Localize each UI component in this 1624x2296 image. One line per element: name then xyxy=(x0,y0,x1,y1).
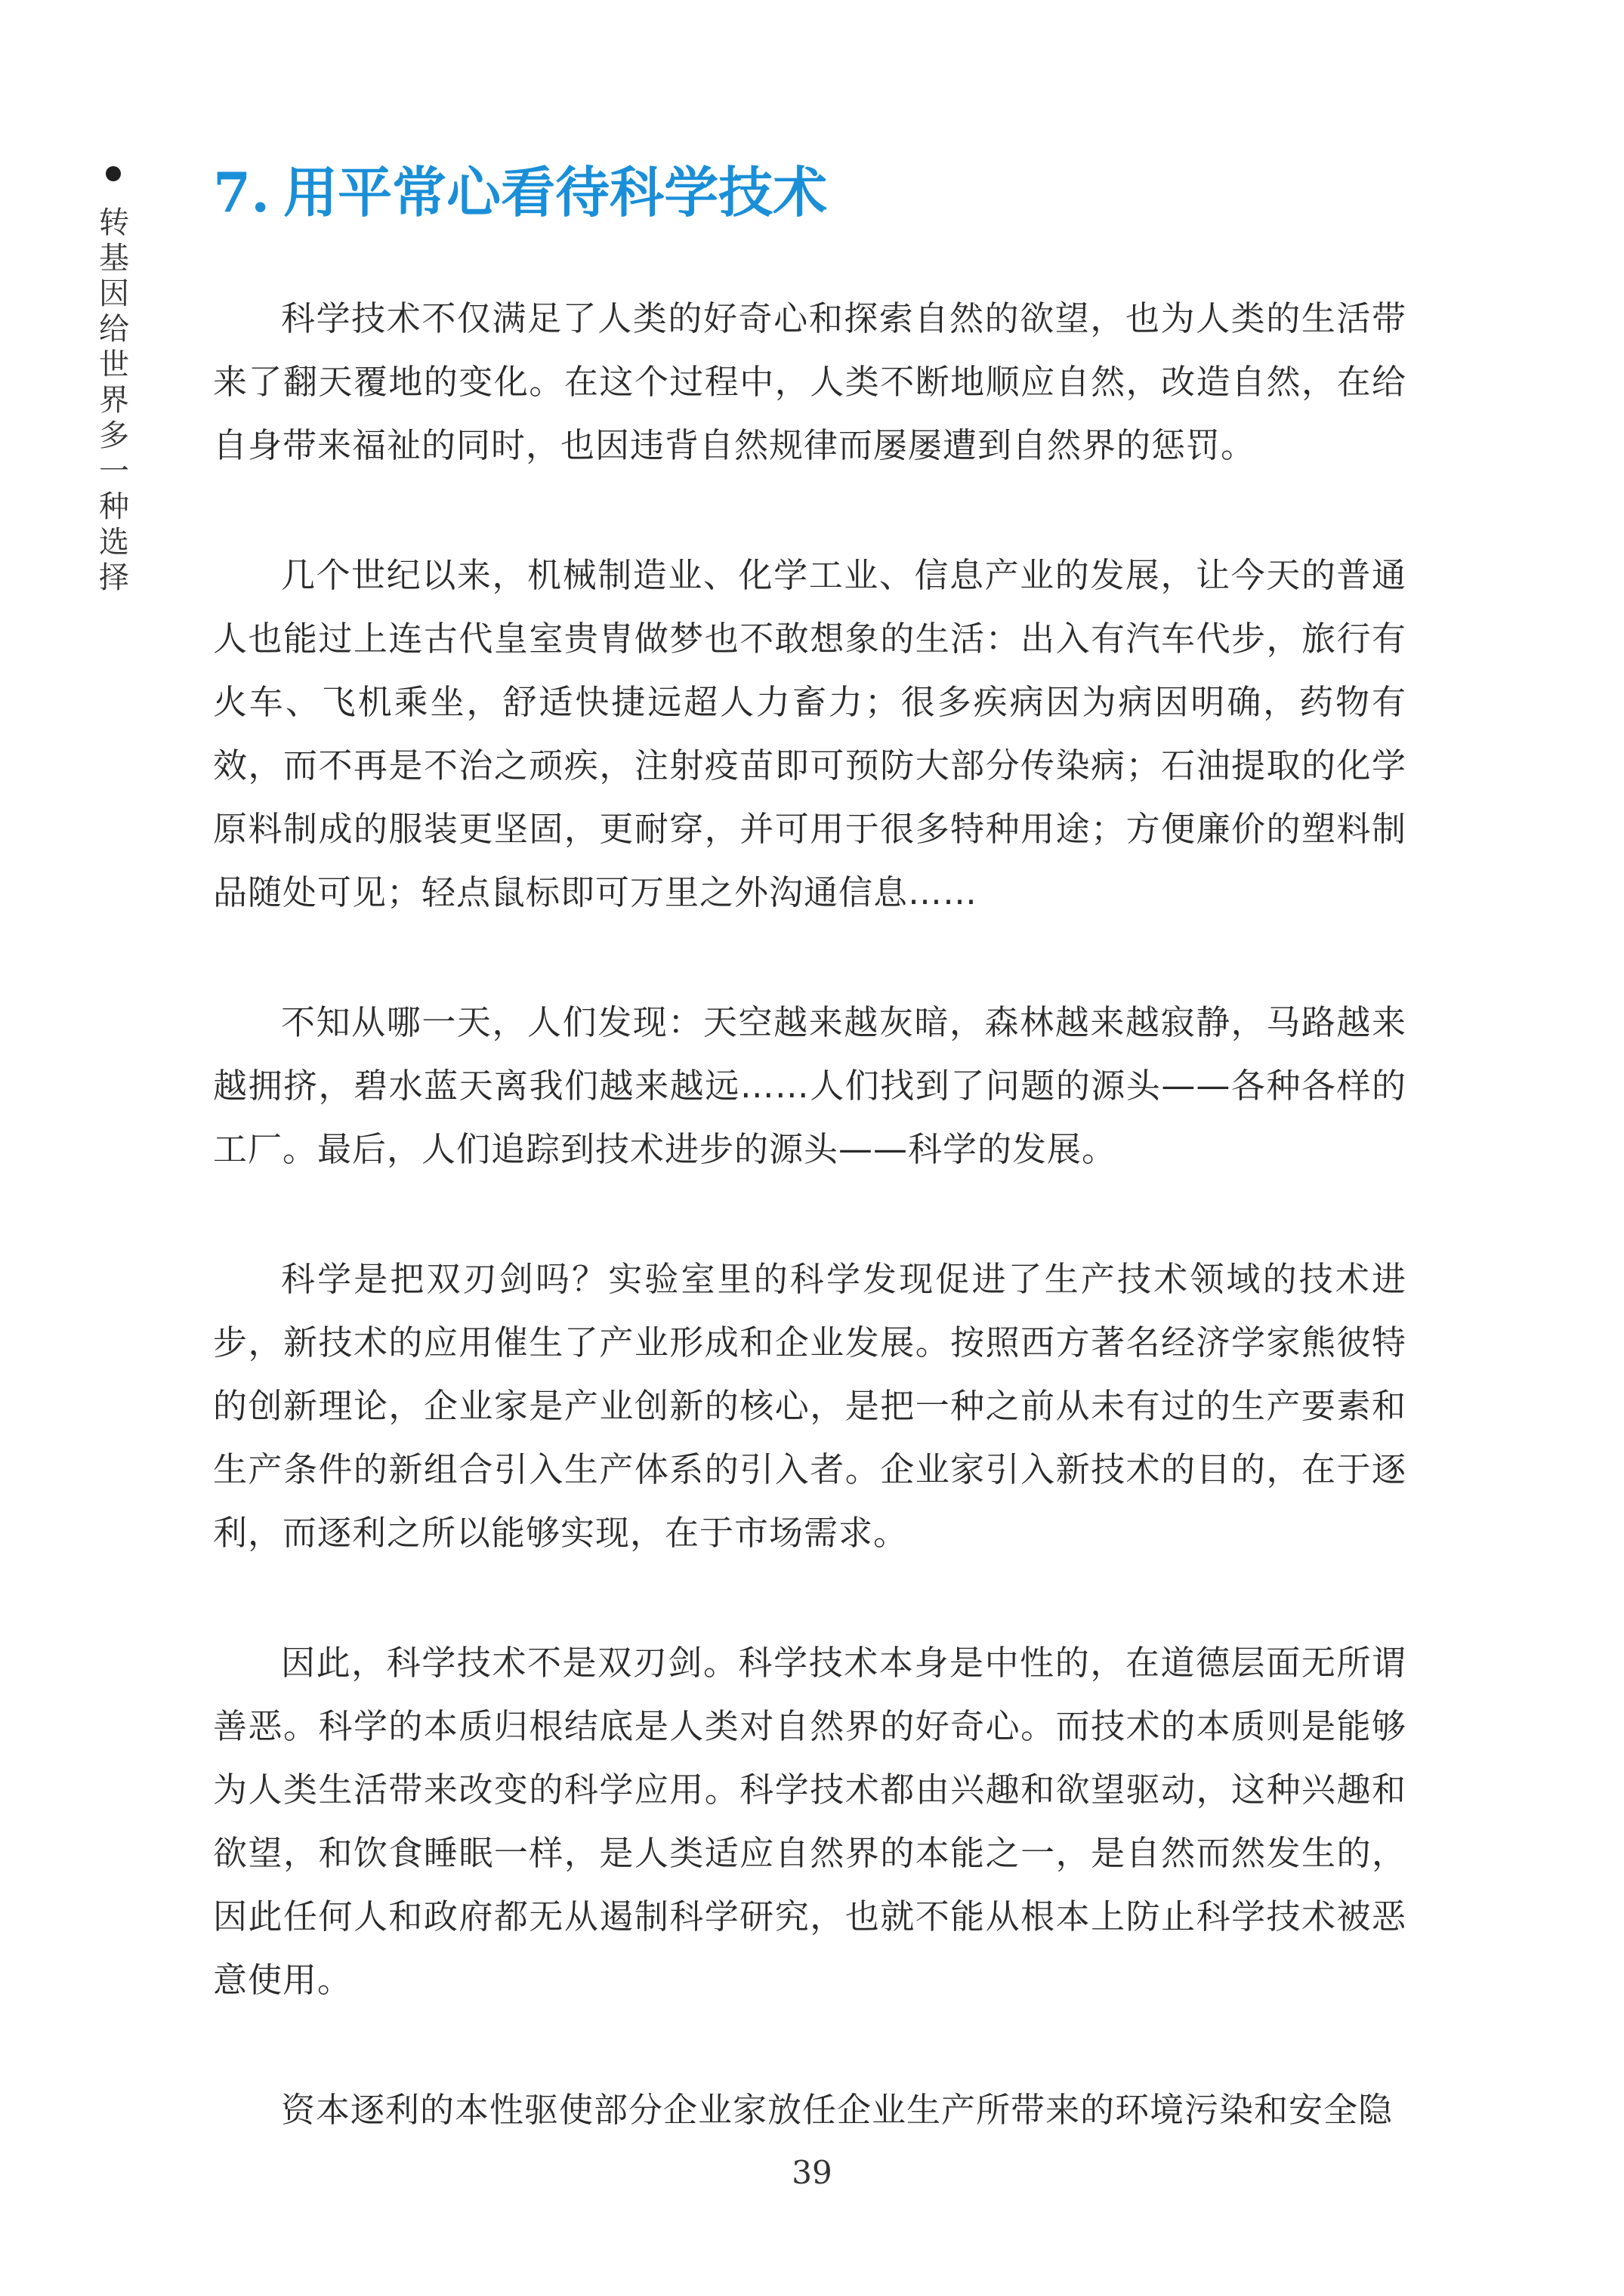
body-text xyxy=(213,287,1406,2208)
paragraph-3: 不知从哪一天，人们发现：天空越来越灰暗，森林越来越寂静，马路越来越拥挤，碧水蓝天离我们越来越远……人们找到了问题的源头——各种各样的工厂。最后，人们追踪到技术进步的源头——科学的发展。 xyxy=(213,1002,1406,1169)
side-bullet-dot xyxy=(106,166,121,181)
book-title-vertical: 转基因给世界多一种选择 xyxy=(99,205,129,595)
paragraph-2: 几个世纪以来，机械制造业、化学工业、信息产业的发展，让今天的普通人也能过上连古代皇室贵胄做梦也不敢想象的生活：出入有汽车代步，旅行有火车、飞机乘坐，舒适快捷远超人力畜力；很多疾病因为病因明确，药物有效，而不再是不治之顽疾，注射疫苗即可预防大部分传染病；石油提取的化学原料制成的服装更坚固，更耐穿，并可用于很多特种用途；方便廉价的塑料制品随处可见；轻点鼠标即可万里之外沟通信息…… xyxy=(213,555,1406,912)
paragraph-4: 科学是把双刃剑吗？实验室里的科学发现促进了生产技术领域的技术进步，新技术的应用催生了产业形成和企业发展。按照西方著名经济学家熊彼特的创新理论，企业家是产业创新的核心，是把一种之前从未有过的生产要素和生产条件的新组合引入生产体系的引入者。企业家引入新技术的目的，在于逐利，而逐利之所以能够实现，在于市场需求。 xyxy=(213,1259,1406,1553)
section-title-text: 用平常心看待科学技术 xyxy=(283,161,828,224)
paragraph-5: 因此，科学技术不是双刃剑。科学技术本身是中性的，在道德层面无所谓善恶。科学的本质归根结底是人类对自然界的好奇心。而技术的本质则是能够为人类生活带来改变的科学应用。科学技术都由兴趣和欲望驱动，这种兴趣和欲望，和饮食睡眠一样，是人类适应自然界的本能之一，是自然而然发生的，因此任何人和政府都无从遏制科学研究，也就不能从根本上防止科学技术被恶意使用。 xyxy=(213,1643,1406,2000)
page-number: 39 xyxy=(792,2154,832,2191)
paragraph-6: 资本逐利的本性驱使部分企业家放任企业生产所带来的环境污染和安全隐 xyxy=(281,2090,1394,2130)
section-number: 7. xyxy=(213,160,270,224)
paragraph-1: 科学技术不仅满足了人类的好奇心和探索自然的欲望，也为人类的生活带来了翻天覆地的变化。在这个过程中，人类不断地顺应自然，改造自然，在给自身带来福祉的同时，也因违背自然规律而屡屡遭到自然界的惩罚。 xyxy=(213,298,1406,465)
section-title xyxy=(213,155,827,230)
